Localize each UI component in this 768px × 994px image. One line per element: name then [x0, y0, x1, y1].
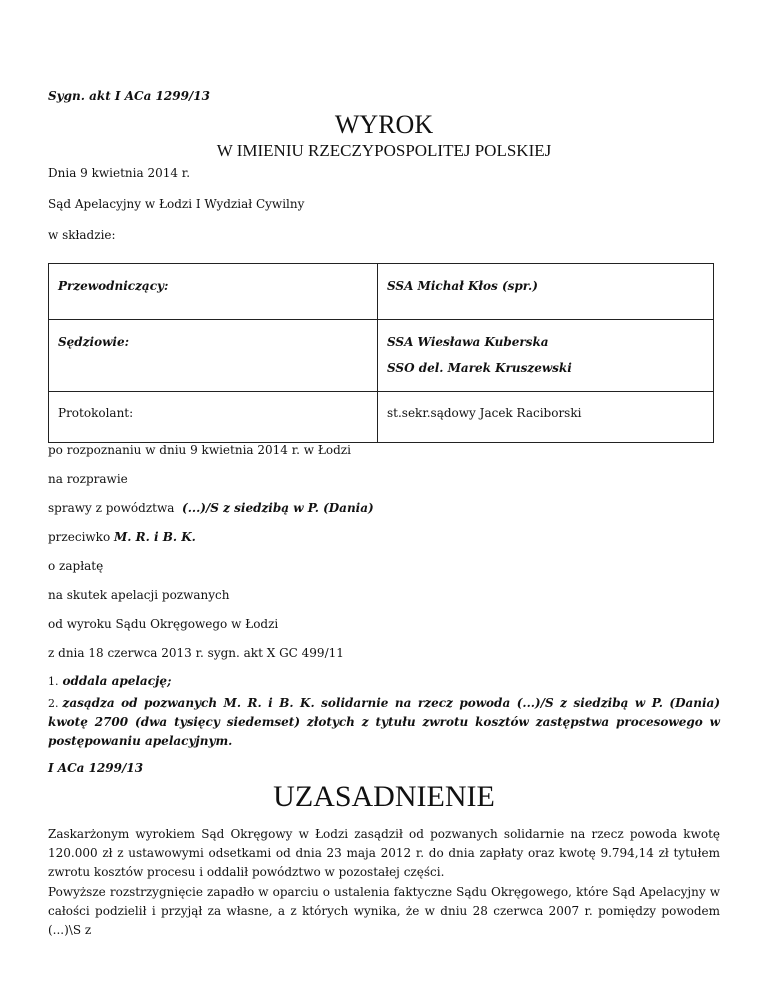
justification-title: UZASADNIENIE	[273, 780, 495, 813]
table-row	[49, 320, 714, 392]
defendants-prefix: przeciwko	[48, 530, 111, 544]
ruling-point-2	[48, 694, 720, 751]
justification-paragraph: Powyższe rozstrzygnięcie zapadło w oparciu o ustalenia faktyczne Sądu Okręgowego, które Sąd Apelacyjny w całości podzielił i przyjął za własne, a z których wynika, że w dniu 28 czerwca 2007 r. pomiędzy powodem (...)\S z	[48, 885, 720, 937]
plaintiff-name: (...)/S z siedzibą w P. (Dania)	[182, 501, 374, 515]
point-number: 2.	[48, 697, 59, 710]
table-row	[49, 264, 714, 320]
ruling-point-1	[48, 672, 171, 691]
proceedings-line: na rozprawie	[48, 472, 128, 486]
defendants-names: M. R. i B. K.	[114, 530, 196, 544]
justification-paragraph: Zaskarżonym wyrokiem Sąd Okręgowy w Łodzi zasądził od pozwanych solidarnie na rzecz powoda kwotę 120.000 zł z ustawowymi odsetkami od dnia 23 maja 2012 r. do dnia zapłaty oraz kwotę 9.794,14 zł tytułem zwrotu kosztów procesu i oddalił powództwo w pozostałej części.	[48, 827, 720, 879]
composition-label: w składzie:	[48, 228, 116, 242]
table-row	[49, 392, 714, 443]
point-text: oddala apelację;	[62, 674, 172, 688]
point-number: 1.	[48, 675, 59, 688]
clerk-label: Protokolant:	[49, 392, 378, 443]
court-composition-table	[48, 263, 714, 443]
judges-names	[378, 320, 714, 392]
judges-label: Sędziowie:	[49, 320, 378, 392]
clerk-name: st.sekr.sądowy Jacek Raciborski	[378, 392, 714, 443]
judgment-subtitle: W IMIENIU RZECZYPOSPOLITEJ POLSKIEJ	[216, 141, 552, 160]
chair-name: SSA Michał Kłos (spr.)	[378, 264, 714, 320]
proceedings-line: na skutek apelacji pozwanych	[48, 588, 230, 602]
proceedings-line: o zapłatę	[48, 559, 104, 573]
judgment-title: WYROK	[334, 110, 434, 139]
judge-name: SSO del. Marek Kruszewski	[387, 361, 572, 375]
case-number: Sygn. akt I ACa 1299/13	[48, 89, 211, 103]
point-text: zasądza od pozwanych M. R. i B. K. solidarnie na rzecz powoda (...)/S z siedzibą w P. (Dania) kwotę 2700 (dwa tysięcy siedemset) złotych z tytułu zwrotu kosztów zastępstwa procesowego w postępowaniu apelacyjnym.	[48, 696, 720, 748]
plaintiff-prefix: sprawy z powództwa	[48, 501, 175, 515]
justification-case-number: I ACa 1299/13	[48, 761, 144, 775]
plaintiff-line	[48, 499, 374, 518]
proceedings-line: po rozpoznaniu w dniu 9 kwietnia 2014 r. w Łodzi	[48, 443, 351, 457]
proceedings-line: z dnia 18 czerwca 2013 r. sygn. akt X GC 499/11	[48, 646, 344, 660]
judgment-date: Dnia 9 kwietnia 2014 r.	[48, 166, 191, 180]
proceedings-line: od wyroku Sądu Okręgowego w Łodzi	[48, 617, 279, 631]
defendants-line	[48, 528, 196, 547]
court-name: Sąd Apelacyjny w Łodzi I Wydział Cywilny	[48, 197, 305, 211]
chair-label: Przewodniczący:	[49, 264, 378, 320]
judge-name: SSA Wiesława Kuberska	[387, 335, 549, 349]
